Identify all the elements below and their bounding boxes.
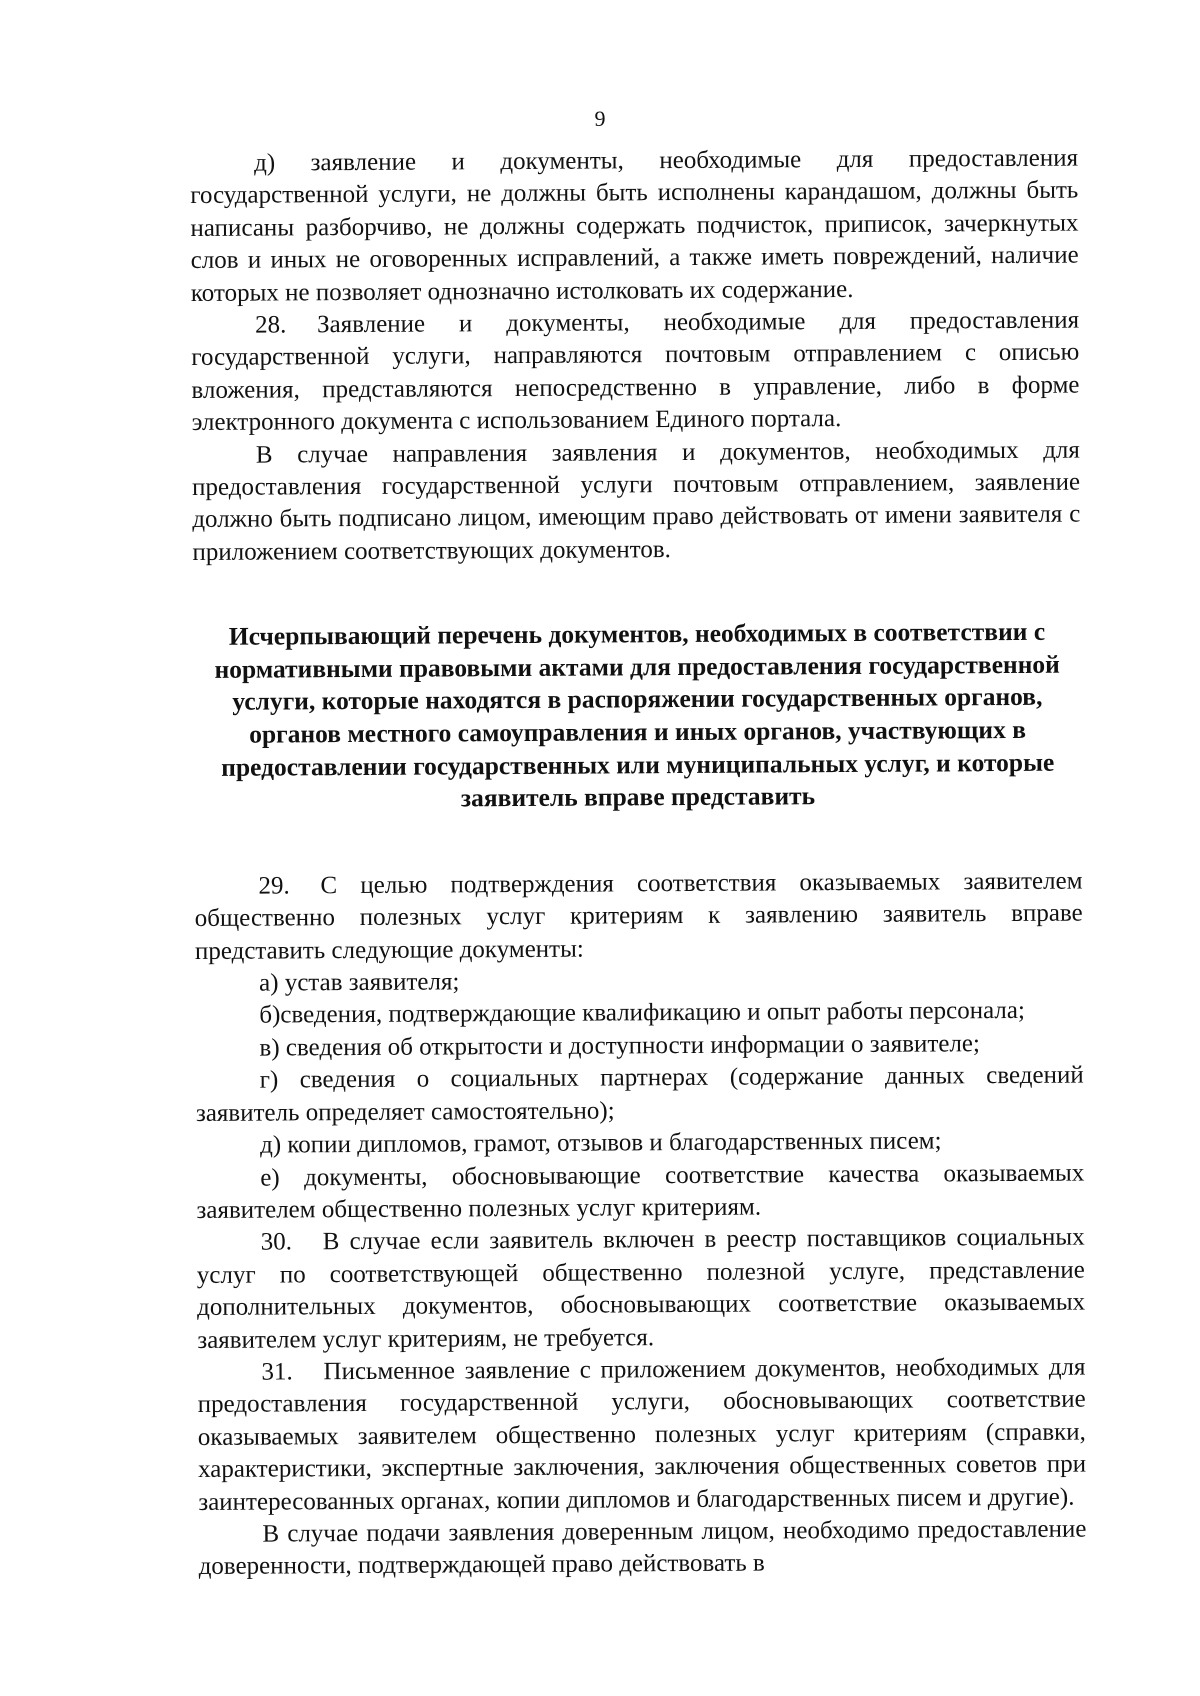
section-heading-wrap [193,616,1082,817]
paragraph-27d [190,143,1079,310]
section-heading: Исчерпывающий перечень документов, необходимых в соответствии с нормативными правовыми актами для предоставления государственной услуги, которые находятся в распоряжении государственных органов, органов местного самоуправления и иных органов, участвующих в предоставлении государственных или муниципальных услуг, и которые заявитель вправе представить [214,617,1060,813]
list-item-v [195,1027,1083,1065]
paragraph-text: В случае направления заявления и документов, необходимых для предоставления государственной услуги почтовым отправлением, заявление должно быть подписано лицом, имеющим право действовать от имени заявителя с приложением соответствующих документов. [191,436,1081,566]
list-item-b [195,995,1083,1033]
paragraph-text: В случае подачи заявления доверенным лицом, необходимо предоставление доверенности, подтверждающей право действовать в [198,1515,1087,1581]
paragraph-29 [194,865,1083,968]
list-item-text: д) копии дипломов, грамот, отзывов и благодарственных писем; [260,1127,942,1159]
paragraph-28-continuation [192,434,1081,569]
paragraph-text: В случае если заявитель включен в реестр поставщиков социальных услуг по соответствующей общественно полезной услуге, представление дополнительных документов, обосновывающих соответствие оказываемых заявителем услуг критериям, не требуется. [196,1223,1086,1354]
list-item-text: в) сведения об открытости и доступности информации о заявителе; [259,1030,981,1062]
paragraph-number: 31. [261,1358,293,1386]
paragraph-31-continuation [198,1514,1086,1584]
paragraph-number: 29. [258,872,290,900]
paragraph-number: 28. [255,311,287,339]
paragraph-text: Письменное заявление с приложением документов, необходимых для предоставления государственной услуги, обосновывающих соответствие оказываемых заявителем общественно полезных услуг критериям (справки, характеристики, экспертные заключения, заключения общественных советов при заинтересованных органах, копии дипломов и благодарственных писем и другие). [197,1353,1087,1516]
list-item-a [195,963,1083,1001]
paragraph-text: С целью подтверждения соответствия оказываемых заявителем общественно полезных услуг критериям к заявлению заявитель вправе представить следующие документы: [194,867,1083,965]
paragraph-text: Заявление и документы, необходимые для предоставления государственной услуги, направляются почтовым отправлением с описью вложения, представляются непосредственно в управление, либо в форме электронного документа с использованием Единого портала. [191,306,1080,437]
document-body [190,143,1087,1584]
paragraph-30 [197,1222,1086,1357]
page-number: 9 [594,106,606,131]
paragraph-31 [197,1351,1086,1518]
list-item-text: е) документы, обосновывающие соответствие качества оказываемых заявителем общественно полезных услуг критериям. [196,1159,1085,1224]
list-item-g [196,1060,1084,1130]
list-item-text: г) сведения о социальных партнерах (содержание данных сведений заявитель определяет самостоятельно); [195,1061,1084,1127]
list-item-text: б)сведения, подтверждающие квалификацию и опыт работы персонала; [259,997,1025,1030]
paragraph-text: д) заявление и документы, необходимые для предоставления государственной услуги, не должны быть исполнены карандашом, должны быть написаны разборчиво, не должны содержать подчисток, приписок, зачеркнутых слов и иных не оговоренных исправлений, а также иметь повреждений, наличие которых не позволяет однозначно истолковать их содержание. [190,144,1079,307]
list-item-e [196,1157,1084,1227]
list-item-d [196,1125,1084,1163]
list-item-text: а) устав заявителя; [259,968,460,997]
paragraph-number: 30. [260,1228,293,1256]
paragraph-28 [191,305,1080,440]
